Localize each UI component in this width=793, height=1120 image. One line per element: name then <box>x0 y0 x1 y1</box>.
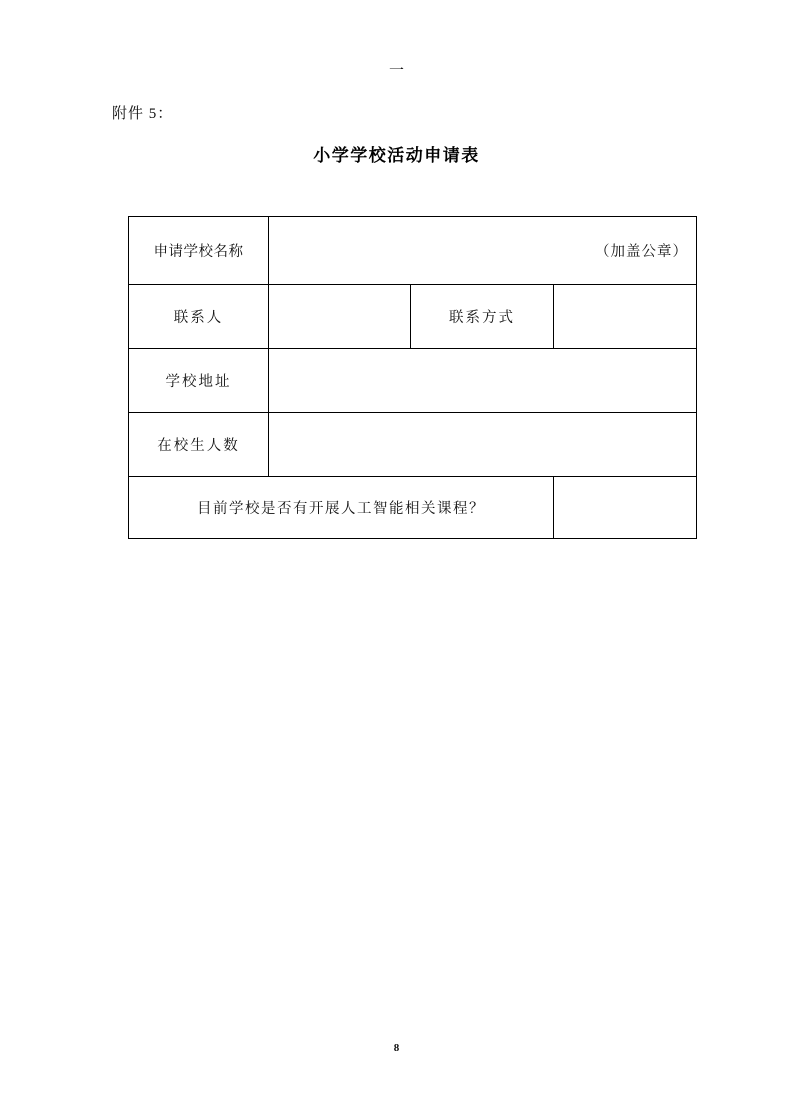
field-value-ai-courses-answer[interactable] <box>554 477 697 539</box>
top-dash-mark: 一 <box>388 63 404 79</box>
field-label-ai-courses-question: 目前学校是否有开展人工智能相关课程？ <box>129 477 554 539</box>
school-application-form <box>128 216 697 539</box>
field-value-contact-method[interactable] <box>554 285 697 349</box>
table-row <box>129 413 697 477</box>
page-title: 小学学校活动申请表 <box>313 146 480 166</box>
field-value-school-address[interactable] <box>269 349 697 413</box>
field-value-student-count[interactable] <box>269 413 697 477</box>
field-value-contact-person[interactable] <box>269 285 411 349</box>
table-row <box>129 477 697 539</box>
page-number: 8 <box>393 1042 400 1054</box>
attachment-label: 附件 5： <box>112 106 174 122</box>
table-row <box>129 285 697 349</box>
field-label-student-count: 在校生人数 <box>129 413 269 477</box>
field-label-contact-person: 联系人 <box>129 285 269 349</box>
table-row <box>129 349 697 413</box>
field-label-school-name: 申请学校名称 <box>129 217 269 285</box>
table-row <box>129 217 697 285</box>
field-label-contact-method: 联系方式 <box>411 285 554 349</box>
field-value-school-name[interactable]: （加盖公章） <box>269 217 697 285</box>
field-label-school-address: 学校地址 <box>129 349 269 413</box>
